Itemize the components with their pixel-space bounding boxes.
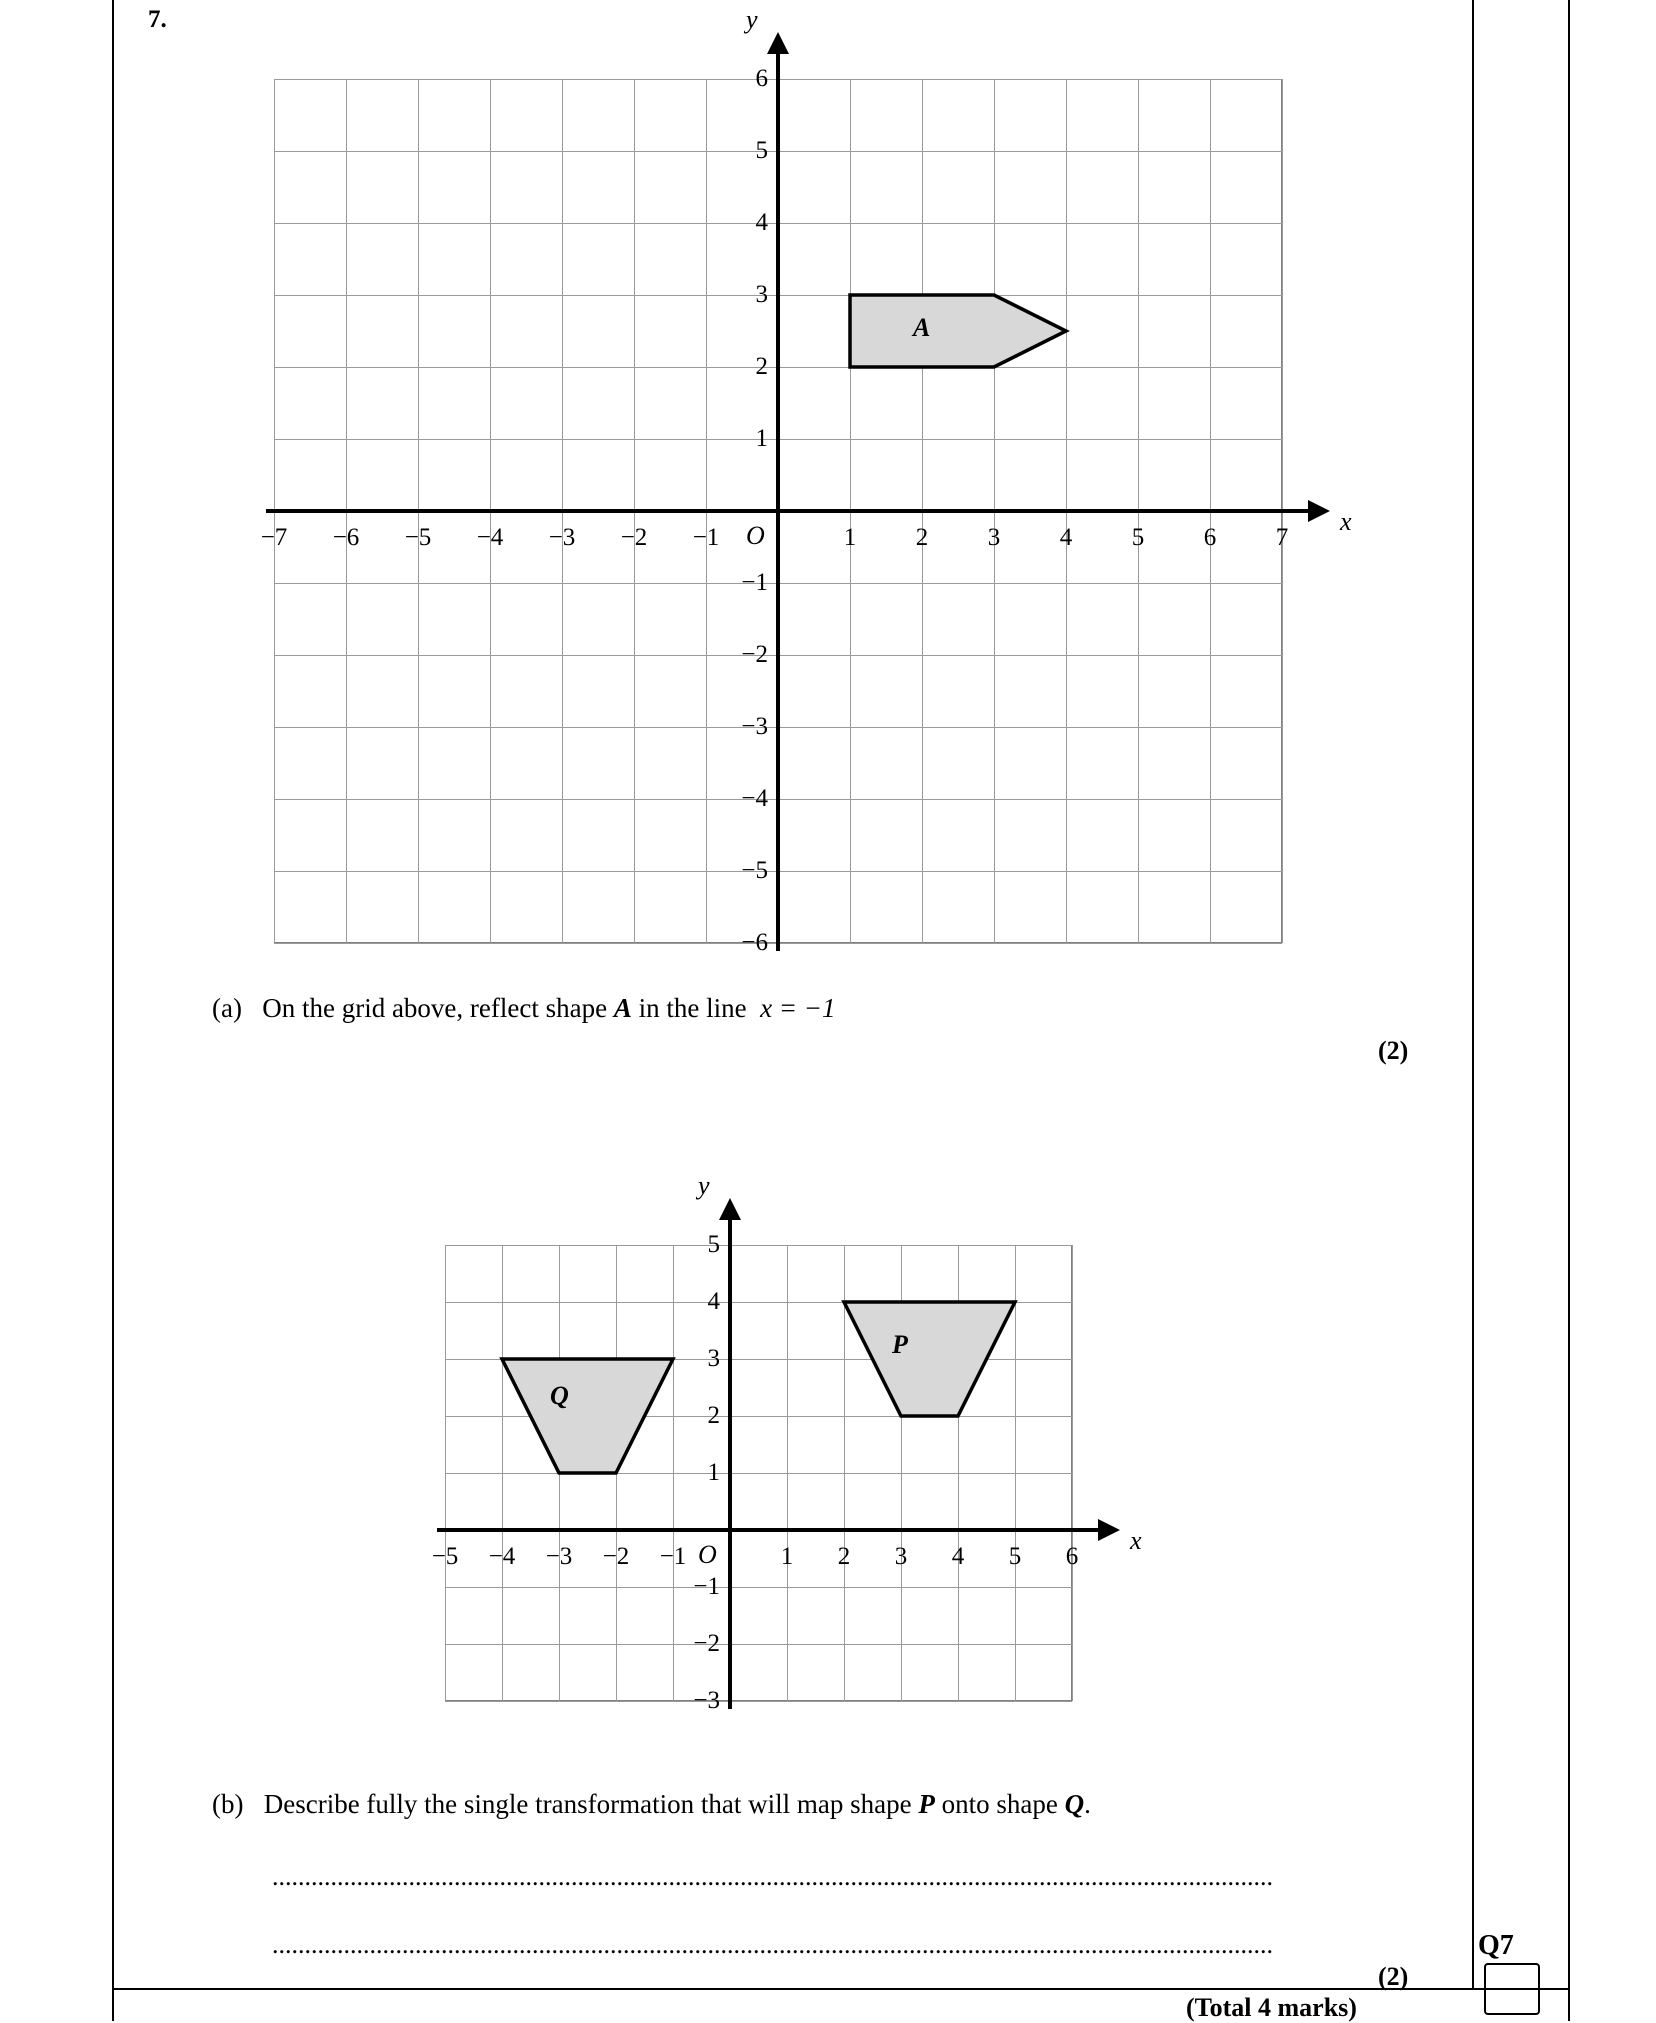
y-tick-label: 3 bbox=[755, 281, 768, 308]
x-tick-label: 5 bbox=[1131, 524, 1145, 551]
y-tick-label: −1 bbox=[741, 569, 768, 596]
x-tick-label: 5 bbox=[1008, 1543, 1022, 1570]
y-tick-label: 4 bbox=[707, 1288, 720, 1315]
x-tick-label: −1 bbox=[659, 1543, 687, 1570]
part-b-marks: (2) bbox=[1378, 1962, 1409, 1991]
x-tick-label: −5 bbox=[431, 1543, 459, 1570]
x-tick-label: 6 bbox=[1065, 1543, 1079, 1570]
x-tick-label: 3 bbox=[894, 1543, 908, 1570]
shape-P bbox=[844, 1302, 1015, 1416]
x-tick-label: −4 bbox=[476, 524, 504, 551]
part-a-marks: (2) bbox=[1378, 1036, 1409, 1065]
x-tick-label: 4 bbox=[1059, 524, 1073, 551]
y-axis-label: y bbox=[698, 1171, 710, 1200]
origin-label: O bbox=[746, 521, 765, 550]
x-axis-label: x bbox=[1340, 507, 1352, 536]
y-tick-label: −3 bbox=[741, 713, 768, 740]
question-number: 7. bbox=[148, 6, 167, 33]
shape-label-A: A bbox=[913, 313, 931, 342]
question-mark-box[interactable] bbox=[1484, 1963, 1540, 2015]
part-b-label: (b) bbox=[212, 1789, 244, 1819]
origin-label: O bbox=[698, 1540, 717, 1569]
y-tick-label: −1 bbox=[693, 1573, 720, 1600]
part-a-instruction: On the grid above, reflect shape bbox=[262, 993, 614, 1023]
y-tick-label: 2 bbox=[707, 1402, 720, 1429]
x-tick-label: −3 bbox=[545, 1543, 573, 1570]
y-tick-label: 3 bbox=[707, 1345, 720, 1372]
part-a-instruction-2: in the line bbox=[631, 993, 754, 1023]
y-tick-label: 1 bbox=[707, 1459, 720, 1486]
answer-line-1[interactable]: .......................................................................................................................................................... bbox=[272, 1862, 1273, 1891]
shape-Q bbox=[502, 1359, 673, 1473]
x-tick-label: −4 bbox=[488, 1543, 516, 1570]
y-tick-label: −4 bbox=[741, 785, 768, 812]
x-tick-label: 4 bbox=[951, 1543, 965, 1570]
x-tick-label: 1 bbox=[843, 524, 857, 551]
x-axis-label: x bbox=[1130, 1526, 1142, 1555]
shape-label-Q: Q bbox=[550, 1380, 569, 1410]
shape-label-P: P bbox=[892, 1329, 908, 1359]
x-tick-label: 2 bbox=[915, 524, 929, 551]
x-tick-label: 3 bbox=[987, 524, 1001, 551]
y-tick-label: 5 bbox=[707, 1231, 720, 1258]
y-tick-label: −5 bbox=[741, 857, 768, 884]
x-tick-label: 6 bbox=[1203, 524, 1217, 551]
part-a-shape: A bbox=[613, 993, 632, 1023]
y-tick-label: −2 bbox=[741, 641, 768, 668]
x-tick-label: −7 bbox=[260, 524, 288, 551]
answer-line-2[interactable]: .......................................................................................................................................................... bbox=[272, 1930, 1273, 1959]
x-tick-label: 7 bbox=[1275, 524, 1289, 551]
total-marks: (Total 4 marks) bbox=[1186, 1993, 1357, 2022]
part-b-instruction: Describe fully the single transformation that will map shape bbox=[263, 1789, 919, 1819]
y-tick-label: −2 bbox=[693, 1630, 720, 1657]
x-tick-label: −5 bbox=[404, 524, 432, 551]
part-b-shape-from: P bbox=[918, 1789, 935, 1819]
part-b-text bbox=[212, 1789, 1091, 1820]
y-tick-label: −3 bbox=[693, 1687, 720, 1714]
x-tick-label: −3 bbox=[548, 524, 576, 551]
y-tick-label: 4 bbox=[755, 209, 768, 236]
y-tick-label: 5 bbox=[755, 137, 768, 164]
x-tick-label: −2 bbox=[620, 524, 648, 551]
y-tick-label: −6 bbox=[741, 929, 768, 956]
y-axis-label: y bbox=[746, 5, 758, 34]
part-a-label: (a) bbox=[212, 993, 242, 1023]
y-tick-label: 2 bbox=[755, 353, 768, 380]
y-tick-label: 1 bbox=[755, 425, 768, 452]
x-tick-label: 1 bbox=[780, 1543, 794, 1570]
y-tick-label: 6 bbox=[755, 65, 768, 92]
part-b-instruction-3: . bbox=[1084, 1789, 1091, 1819]
x-tick-label: 2 bbox=[837, 1543, 851, 1570]
x-tick-label: −6 bbox=[332, 524, 360, 551]
question-box-label: Q7 bbox=[1478, 1930, 1514, 1961]
x-tick-label: −2 bbox=[602, 1543, 630, 1570]
part-b-shape-to: Q bbox=[1064, 1789, 1085, 1819]
part-a-equation: x = −1 bbox=[760, 993, 836, 1023]
part-b-instruction-2: onto shape bbox=[934, 1789, 1065, 1819]
x-tick-label: −1 bbox=[692, 524, 720, 551]
